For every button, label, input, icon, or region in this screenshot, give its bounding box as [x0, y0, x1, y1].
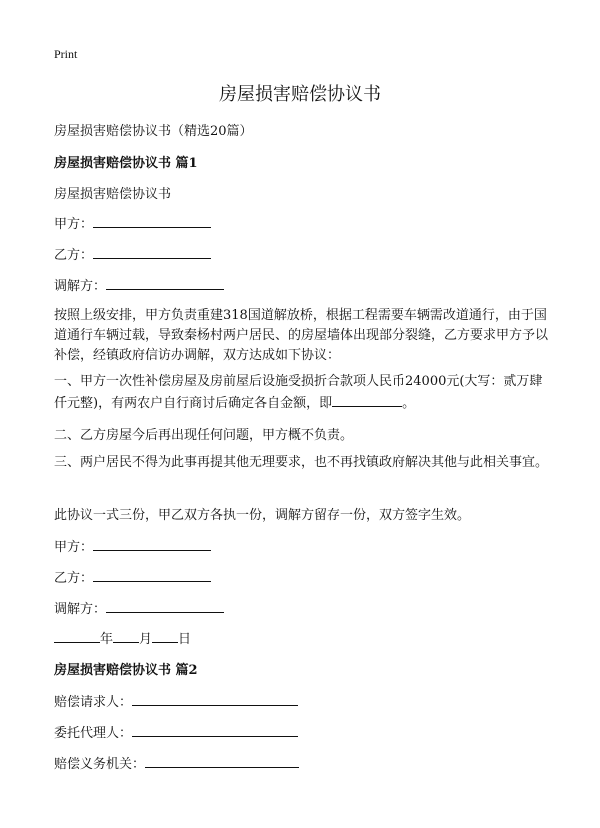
print-label: Print [54, 47, 78, 61]
sign-b-label: 乙方： [54, 571, 94, 586]
sign-mediator-field [54, 598, 224, 617]
section1-heading: 房屋损害赔偿协议书 篇1 [54, 156, 198, 171]
claimant-blank [132, 691, 298, 706]
mediator-label: 调解方： [54, 279, 107, 294]
party-a-blank [93, 213, 211, 228]
year-label: 年 [100, 632, 114, 647]
party-b-label: 乙方： [54, 248, 94, 263]
clause-1 [54, 372, 550, 414]
document-title: 房屋损害赔偿协议书 [219, 84, 381, 105]
paragraph-arrangement: 按照上级安排，甲方负责重建318国道解放桥，根据工程需要车辆需改道通行，由于国道通行车辆过载，导致秦杨村两户居民、的房屋墙体出现部分裂缝，乙方要求甲方予以补偿，经镇政府信访办调解，双方达成如下协议： [54, 308, 549, 363]
month-label: 月 [139, 632, 153, 647]
clause-1-end: 。 [402, 396, 416, 411]
party-a-label: 甲方： [54, 217, 94, 232]
sign-mediator-label: 调解方： [54, 602, 107, 617]
intro-line: 房屋损害赔偿协议书（精选20篇） [54, 124, 253, 139]
year-blank [54, 628, 100, 643]
sign-a-field [54, 536, 211, 555]
agent-blank [132, 722, 298, 737]
day-blank [152, 628, 178, 643]
sign-b-field [54, 567, 211, 586]
agent-field [54, 722, 298, 741]
mediator-blank [106, 275, 224, 290]
claimant-label: 赔偿请求人： [54, 695, 133, 710]
party-b-field [54, 244, 211, 263]
copies-statement: 此协议一式三份，甲乙双方各执一份，调解方留存一份，双方签字生效。 [54, 508, 471, 523]
section2-heading: 房屋损害赔偿协议书 篇2 [54, 663, 198, 678]
claimant-field [54, 691, 298, 710]
sign-mediator-blank [106, 598, 224, 613]
clause-3: 三、两户居民不得为此事再提其他无理要求，也不再找镇政府解决其他与此相关事宜。 [54, 455, 549, 470]
section1-subtitle: 房屋损害赔偿协议书 [54, 187, 172, 202]
agent-label: 委托代理人： [54, 726, 133, 741]
month-blank [113, 628, 139, 643]
sign-b-blank [93, 567, 211, 582]
day-label: 日 [178, 632, 192, 647]
party-a-field [54, 213, 211, 232]
obligor-field [54, 753, 299, 772]
clause-1-blank [332, 392, 402, 407]
clause-1-text: 一、甲方一次性补偿房屋及房前屋后设施受损折合款项人民币24000元(大写：贰万肆仟元整)，有两农户自行商讨后确定各自金额，即 [54, 374, 543, 411]
party-b-blank [93, 244, 211, 259]
obligor-label: 赔偿义务机关： [54, 757, 146, 772]
mediator-field [54, 275, 224, 294]
date-line [54, 628, 191, 647]
clause-2: 二、乙方房屋今后再出现任何问题，甲方概不负责。 [54, 428, 354, 443]
sign-a-blank [93, 536, 211, 551]
sign-a-label: 甲方： [54, 540, 94, 555]
obligor-blank [145, 753, 299, 768]
